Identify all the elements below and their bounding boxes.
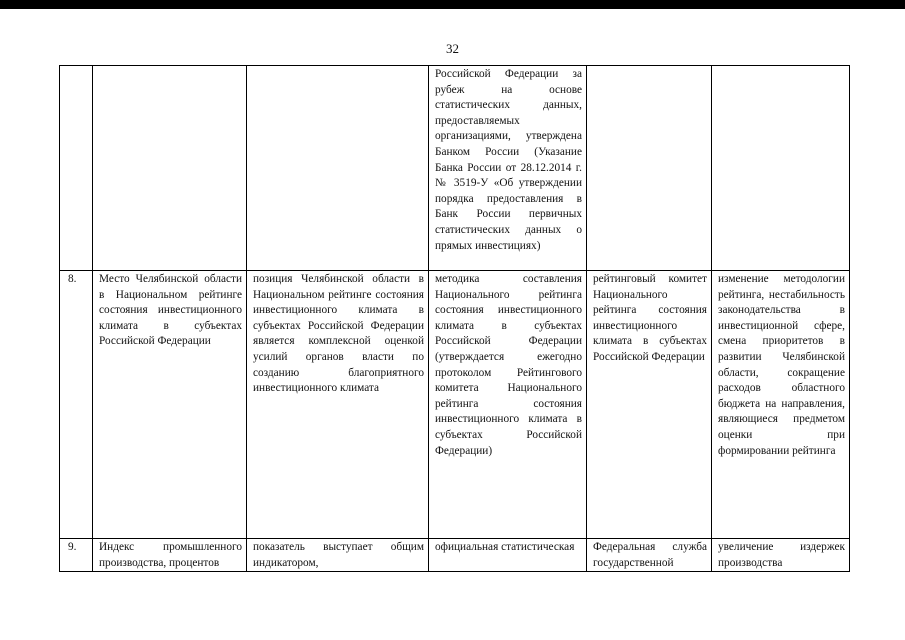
indicator-description-cell [247,66,429,271]
indicator-name-cell: Индекс промышленного производства, процентов [93,539,247,572]
row-number-cell: 8. [60,271,93,539]
indicator-name-cell [93,66,247,271]
indicator-description-cell: показатель выступает общим индикатором, [247,539,429,572]
risks-cell [712,66,850,271]
data-source-cell: рейтинговый комитет Национального рейтинга состояния инвестиционного климата в субъектах Российской Федерации [587,271,712,539]
row-number-cell: 9. [60,539,93,572]
indicators-table [59,65,850,572]
indicator-description-cell: позиция Челябинской области в Национальном рейтинге состояния инвестиционного климата в субъектах Российской Федерации является комплексной оценкой усилий органов власти по созданию благоприятного инвестиционного климата [247,271,429,539]
table-row [60,539,850,572]
table-row [60,66,850,271]
row-number-cell [60,66,93,271]
table-row [60,271,850,539]
calculation-method-cell: методика составления Национального рейтинга состояния инвестиционного климата в субъектах Российской Федерации (утверждается ежегодно протоколом Рейтингового комитета Национального рейтинга состояния инвестиционного климата в субъектах Российской Федерации) [429,271,587,539]
page-number: 32 [446,41,459,56]
calculation-method-cell: Российской Федерации за рубеж на основе статистических данных, предоставляемых организациями, утверждена Банком России (Указание Банка России от 28.12.2014 г. № 3519-У «Об утверждении порядка предоставления в Банк России первичных статистических данных о прямых инвестициях) [429,66,587,271]
page-top-border [0,0,905,9]
risks-cell: увеличение издержек производства [712,539,850,572]
calculation-method-cell: официальная статистическая [429,539,587,572]
indicator-name-cell: Место Челябинской области в Национальном рейтинге состояния инвестиционного климата в субъектах Российской Федерации [93,271,247,539]
risks-cell: изменение методологии рейтинга, нестабильность законодательства в инвестиционной сфере, смена приоритетов в развитии Челябинской области, сокращение расходов областного бюджета на направления, являющиеся предметом оценки при формировании рейтинга [712,271,850,539]
data-source-cell: Федеральная служба государственной [587,539,712,572]
data-source-cell [587,66,712,271]
